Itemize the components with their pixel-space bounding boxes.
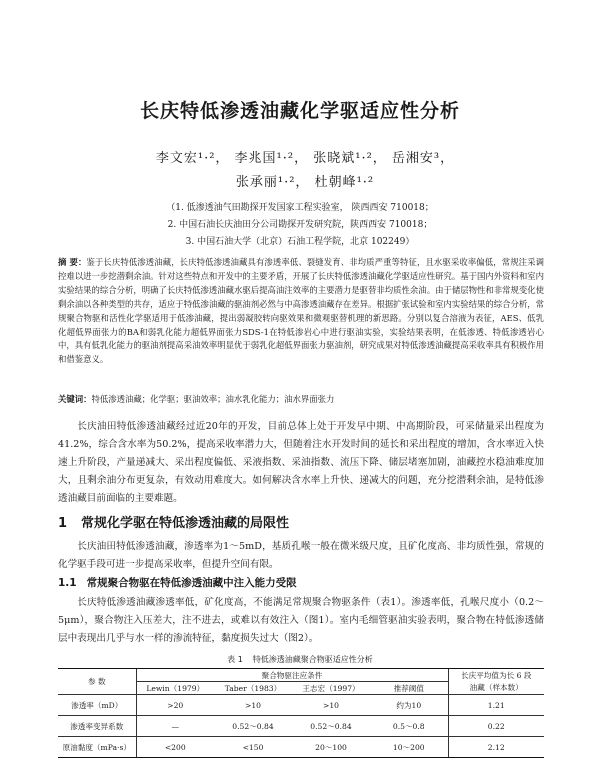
abstract-text: 鉴于长庆特低渗透油藏，长庆特低渗透油藏具有渗透率低、裂缝发育、非均质严重等特征，且水驱采收率偏低，常规注采调控难以进一步挖潜剩余油。针对这些特点和开发中的主要矛盾，开展了长庆特低渗透油藏化学驱适应性研究。基于国内外资料和室内实验结果的综合分析，明确了长庆特低渗透油藏水驱后提高油注效率的主要潜力是驱替非均质性余油。由于储层物性和非常规变化使剩余油以各种类型的共存，适应于特低渗油藏的驱油剂必然与中高渗透油藏存在差异。根据扩张试验和室内实验结果的综合分析，常规聚合物驱和活性化学驱适用于低渗油藏，提出弱凝胶转向驱效果和微观驱替机理的新思路。分别以复合溶液为表征，AES、低乳化超低界面张力的BA和弱乳化能力超低界面张力SDS-1在特低渗岩心中进行驱油实验，实验结果表明，在低渗透、特低渗透岩心中，具有低乳化能力的驱油剂提高采油效率明显优于弱乳化超低界面张力驱油剂，研究成果对特低渗透油藏提高采收率具有积极作用和借鉴意义。: [58, 257, 545, 365]
table-row: [58, 737, 544, 758]
intro-paragraph: 长庆油田特低渗透油藏经过近20年的开发，目前总体上处于开发早中期、中高期阶段，可采储量采出程度为41.2%，综合含水率为50.2%，提高采收率潜力大，但随着注水开发时间的延长和采出程度的增加，含水率近入快速上升阶段，产量递减大、采出程度偏低、采液指数、采油指数、流压下降、储层堵塞加剧，油藏控水稳油难度加大，且剩余油分布更复杂，有效动用难度大。如何解决含水率上升快、递减大的问题，充分挖潜剩余油，是特低渗透油藏目前面临的主要难题。: [58, 421, 544, 504]
table-last-header-bottom: 油藏（样本数）: [448, 682, 544, 695]
table-cell: >10: [214, 695, 292, 716]
table-row: [58, 695, 544, 716]
table-subheader: 王志宏（1997）: [302, 683, 360, 693]
table-1-title: 特低渗透油藏聚合物驱适应性分析: [252, 655, 373, 664]
table-param-header: 参 数: [58, 669, 136, 695]
table-cell: 10～200: [370, 737, 448, 758]
section-1-title: 常规化学驱在特低渗透油藏的局限性: [81, 516, 290, 531]
table-cell: <200: [136, 737, 214, 758]
keywords: [58, 392, 544, 406]
abstract-label: 摘 要：: [58, 257, 87, 267]
paper-title: 长庆特低渗透油藏化学驱适应性分析: [139, 100, 460, 122]
section-1-heading: [58, 512, 289, 531]
affiliation-1: （1. 低渗透油气田勘探开发国家工程实验室， 陕西西安 710018；: [166, 203, 434, 213]
table-cell: <150: [214, 737, 292, 758]
table-1: [58, 668, 544, 758]
affiliation-2: 2. 中国石油长庆油田分公司勘探开发研究院，陕西西安 710018；: [167, 220, 433, 230]
table-cell: 0.52～0.84: [292, 716, 370, 737]
table-cell: >20: [136, 695, 214, 716]
table-cell: —: [136, 716, 214, 737]
table-cell: >10: [292, 695, 370, 716]
section-1-1-heading: [58, 575, 297, 590]
section-1-number: 1: [58, 516, 68, 531]
table-cell: 1.21: [448, 695, 544, 716]
section-1-paragraph: 长庆油田特低渗透油藏，渗透率为1～5mD，基质孔喉一般在微米级尺度，且矿化度高、非均质性强，常规的化学驱手段可进一步提高采收率，但提升空间有限。: [58, 541, 544, 570]
table-cell-param: 原油黏度（mPa·s）: [58, 737, 136, 758]
section-1-1-paragraph: 长庆特低渗透油藏渗透率低，矿化度高，不能满足常规聚合物驱条件（表1）。渗透率低，孔喉尺度小（0.2～5μm），聚合物注入压差大，注不进去，或难以有效注入（图1）。室内毛细管驱油实验表明，聚合物在特低渗透储层中表现出几乎与水一样的渗流特征，黏度损失过大（图2）。: [58, 597, 544, 644]
author-line-1: 李文宏¹·²， 李兆国¹·²， 张晓斌¹·²， 岳湘安³，: [155, 151, 455, 166]
author-line-2: 张承丽¹·²， 杜朝峰¹·²: [235, 175, 375, 190]
affiliations: [80, 200, 520, 251]
section-1-1-title: 常规聚合物驱在特低渗透油藏中注入能力受限: [86, 577, 297, 589]
keywords-text: 特低渗透油藏；化学驱；驱油效率；油水乳化能力；油水界面张力: [91, 394, 335, 404]
keywords-label: 关键词：: [58, 394, 92, 404]
table-cell: 0.52～0.84: [214, 716, 292, 737]
table-cell: 0.5～0.8: [370, 716, 448, 737]
table-cell: 0.22: [448, 716, 544, 737]
table-group-header: 聚合物驱注应条件: [136, 669, 448, 682]
table-cell: 约为10: [370, 695, 448, 716]
section-1-1-number: 1.1: [58, 577, 77, 589]
affiliation-3: 3. 中国石油大学（北京）石油工程学院，北京 102249）: [185, 237, 415, 247]
abstract: [58, 256, 544, 367]
table-1-caption: [0, 654, 600, 665]
table-cell: 2.12: [448, 737, 544, 758]
table-row: [58, 716, 544, 737]
table-cell-param: 渗透率（mD）: [58, 695, 136, 716]
table-subheader: Lewin（1979）: [136, 682, 214, 695]
table-cell-param: 渗透率变异系数: [58, 716, 136, 737]
author-list: [150, 147, 460, 195]
table-subheader: 推荐阈值: [393, 683, 424, 693]
table-1-number: 表 1: [227, 655, 243, 664]
table-last-header-top: 长庆平均值为长 6 段: [448, 669, 544, 682]
table-subheader: Taber（1983）: [224, 683, 282, 693]
table-cell: 20～100: [292, 737, 370, 758]
